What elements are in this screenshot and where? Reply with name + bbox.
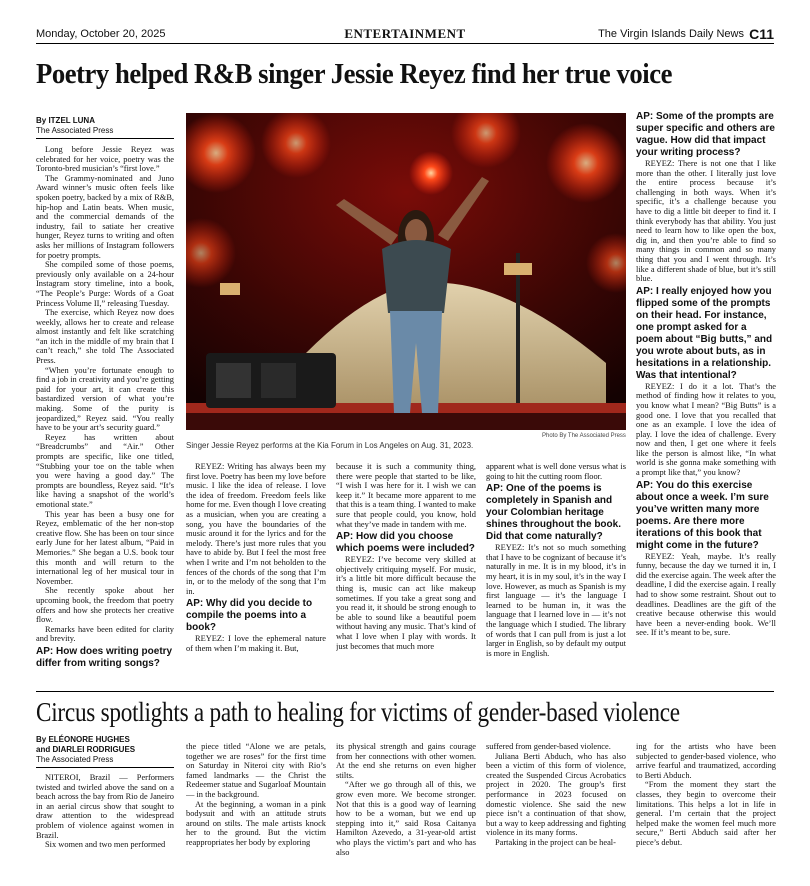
paragraph: At the beginning, a woman in a pink bodysuit and with an attitude struts around on stilts. The male artists knock her to the ground. But the victim reappropriates her body by exploring [186,799,326,847]
paragraph: Juliana Berti Abduch, who has also been a victim of this form of violence, created the Suspended Circus Acrobatics project in 2020. The group’s first performance in 2023 focused on domestic violence. She said the new piece isn’t a continuation of that show, but a way to keep addressing and fighting violence in its many forms. [486,751,626,838]
paragraph: REYEZ: I love the ephemeral nature of them when I’m making it. But, [186,634,326,653]
article2-column-3 [336,742,476,883]
author-name-2: and DIARLEI RODRIGUES [36,745,136,754]
paragraph: “When you’re fortunate enough to find a job in creativity and you’re getting paid for your art, it can create this bastardized version of what you’re making. Some of the purity is jeopardized,” Reyez said. “You really have to be your art’s security guard.” [36,365,174,433]
paragraph: because it is such a community thing, there were people that started to be like, “I wish I was here for it. I wish we can keep it.” It became more apparent to me that this is a team thing. I wanted to make sure that people could, you know, hold what they’ve made in tandem with me. [336,462,476,529]
article2-column-4 [486,742,626,883]
paragraph: REYEZ: It’s not so much something that I have to be cognizant of because it’s naturally in me. It is in my blood, it’s in my heart, it is in my soul, it’s in the way I love. However, as much as Spanish is my first language — it’s the language I learned to be human in, it was the language that I learned love in — it’s not the language which I studied. The library of words that I can pull from is just a lot larger in English, so by default my output is more in English. [486,543,626,658]
article2-column-2 [186,742,326,883]
paragraph: The Grammy-nominated and Juno Award winner’s music often feels like spoken poetry, backed by a mix of R&B, hip-hop and Latin beats. When music, and the commercial demands of the industry, fail to satiate her creative hunger, Reyez turns to writing and often asks her millions of Instagram followers for poetry prompts. [36,173,174,260]
paragraph: The exercise, which Reyez now does weekly, allows her to create and release almost instantly and felt like scratching “an itch in the middle of my brain that I can’t reach,” she told The Associated Press. [36,308,174,366]
section-name: ENTERTAINMENT [344,26,466,41]
paragraph: NITEROI, Brazil — Performers twisted and twirled above the sand on a beach across the bay from Rio de Janeiro in an aerial circus show that sought to draw attention to the widespread problem of violence against women in Brazil. [36,773,174,840]
article-column-4 [486,462,626,687]
agency-name: The Associated Press [36,755,114,764]
paragraph: suffered from gender-based violence. [486,742,611,751]
article-photo [186,113,626,430]
page-number: C11 [749,26,774,42]
article-column-1 [36,145,174,685]
interview-question: AP: I really enjoyed how you flipped some of the prompts on their head. For instance, one prompt asked for a poem about “Big butts,” and you wrote about buts, as in hesitations in a relationship. Was that intentional? [636,285,773,381]
paragraph: REYEZ: I’ve become very skilled at objectively critiquing myself. For music, it’s a little bit more difficult because the thing is, music can act like makeup sometimes. If you take a great song and you read it, it should be strong enough to be able to sound like a beautiful poem without having any music. That’s kind of what I love when I play with words. It just becomes that much more [336,555,476,651]
masthead [36,26,774,44]
paragraph: She compiled some of those poems, previously only available on a 24-hour Instagram story timeline, into a book, “The People’s Purge: Words of a Goat Princess Volume II,” releasing Tuesday. [36,260,174,308]
article-divider [36,691,774,692]
paragraph: “After we go through all of this, we grow even more. We become stronger. Not that this is a good way of learning how to be a woman, but we end up stepping into it,” said Rosa Caitanya Hamilton Azevedo, a 31-year-old artist who plays the victim’s part and who has also [336,780,476,857]
photo-caption: Singer Jessie Reyez performs at the Kia Forum in Los Angeles on Aug. 31, 2023. [186,441,474,450]
paragraph: She recently spoke about her upcoming book, the freedom that poetry offers and how she protects her creative flow. [36,586,174,625]
article-headline: Poetry helped R&B singer Jessie Reyez find her true voice [36,58,672,90]
photo-credit: Photo By The Associated Press [542,433,626,439]
paragraph: “From the moment they start the classes, they begin to overcome their limitations. This helps a lot in life in general. I’m certain that the project helped make the women feel much more secure,” Berti Abduch said after her piece’s debut. [636,780,776,847]
paragraph: REYEZ: Yeah, maybe. It’s really funny, because the day we turned it in, I did the exercise again. The week after the deadline, I did the exercise again. I really had to show some restraint. Shout out to deadlines. Deadlines are the gift of the creative because otherwise this would have been a never-ending book. We’ll see. If it’s meant to be, sure. [636,551,776,638]
paragraph: apparent what is well done versus what is going to hit the cutting room floor. [486,462,626,481]
paragraph: Six women and two men performed [45,840,166,850]
concert-photo-illustration [186,113,626,430]
author-name: By ITZEL LUNA [36,116,95,125]
article-byline [36,116,174,136]
interview-question: AP: You do this exercise about once a week. I’m sure you’ve written many more poems. Are there more iterations of this book that might come in the future? [636,479,769,551]
paragraph: Partaking in the project can be heal- [495,837,616,847]
interview-question: AP: How does writing poetry differ from writing songs? [36,645,173,669]
paragraph: Remarks have been edited for clarity and brevity. [36,624,174,644]
paragraph: REYEZ: Writing has always been my first love. Poetry has been my love before music. I like the idea of release. I love the idea of freedom. Freedom feels like home for me. Even though I love creating as a musician, when you are creating a song, you have the boundaries of the music around it for the lyrics and for the melody. There’s just more rules that you have to abide by. But I feel the most free when I write and I’m not beholden to the fences of the chords of the song that I’m in, or to the melody of the song that I’m in. [186,462,326,596]
paragraph: ing for the artists who have been subjected to gender-based violence, who arrive fearful and traumatized, according to Berti Abduch. [636,742,776,780]
paragraph: the piece titled “Alone we are petals, together we are roses” for the first time on Saturday in Niteroi city with Rio’s famed landmarks — the Christ the Redeemer statue and Sugarloaf Mountain — in the background. [186,742,326,799]
paragraph: Long before Jessie Reyez was celebrated for her voice, poetry was the Toronto-bred musician’s “first love.” [36,145,174,174]
paragraph: REYEZ: There is not one that I like more than the other. I literally just love the entire process because it’s challenging in both ways. When it’s specific, it’s a challenge because you have to dig a little bit deeper to find it. I think everybody has that ability. You just need to learn how to like open the box, dig in, and then you’re able to find so many things in common and so many thing that you and I went through. It’s like a different shade of blue, but it’s still blue. [636,159,776,284]
interview-question: AP: Some of the prompts are super specific and others are vague. How did that impact your writing process? [636,111,775,158]
speaker-icon [206,353,336,408]
newspaper-name: The Virgin Islands Daily News [598,28,744,40]
article2-column-1 [36,773,174,883]
interview-question: AP: How did you choose which poems were included? [336,531,475,555]
article-column-2 [186,462,326,687]
issue-date: Monday, October 20, 2025 [36,28,166,40]
paragraph: Reyez has written about “Breadcrumbs” and “Air.” Other prompts are specific, like one titled, “Stubbing your toe on the table when you were having a good day.” The prompts are boundless, Reyez said. “It’s like having a snapshot of the world’s emotional state.” [36,432,174,509]
article-column-3 [336,462,476,687]
article2-column-5 [636,742,776,883]
interview-question: AP: Why did you decide to compile the poems into a book? [186,598,313,634]
paragraph: REYEZ: I do it a lot. That’s the method of finding how it relates to you, you know what I mean? “Big Butts” is a good one. I love that you recalled that one as an example. I love the idea of play. I love the idea of challenge. Every now and then, I get one where it feels like the person is almost like, “In what world is she gonna make something with a prompt like that,” you know? [636,381,776,478]
paragraph: This year has been a busy one for Reyez, emblematic of the her non-stop creative flow. She has been on tour since early June for her latest album, “Paid in Memories.” She began a U.S. book tour this month and will return to the international leg of her musical tour in November. [36,509,174,586]
article-byline-2 [36,735,174,765]
paragraph: its physical strength and gains courage from her connections with other women. At the end she returns on even higher stilts. [336,742,476,780]
agency-name: The Associated Press [36,126,114,135]
article-headline-2: Circus spotlights a path to healing for victims of gender-based violence [36,697,680,727]
interview-question: AP: One of the poems is completely in Spanish and your Colombian heritage shines throughout the book. Did that come naturally? [486,483,621,543]
article-column-5 [636,109,776,687]
author-name: By ELÉONORE HUGHES [36,735,130,744]
